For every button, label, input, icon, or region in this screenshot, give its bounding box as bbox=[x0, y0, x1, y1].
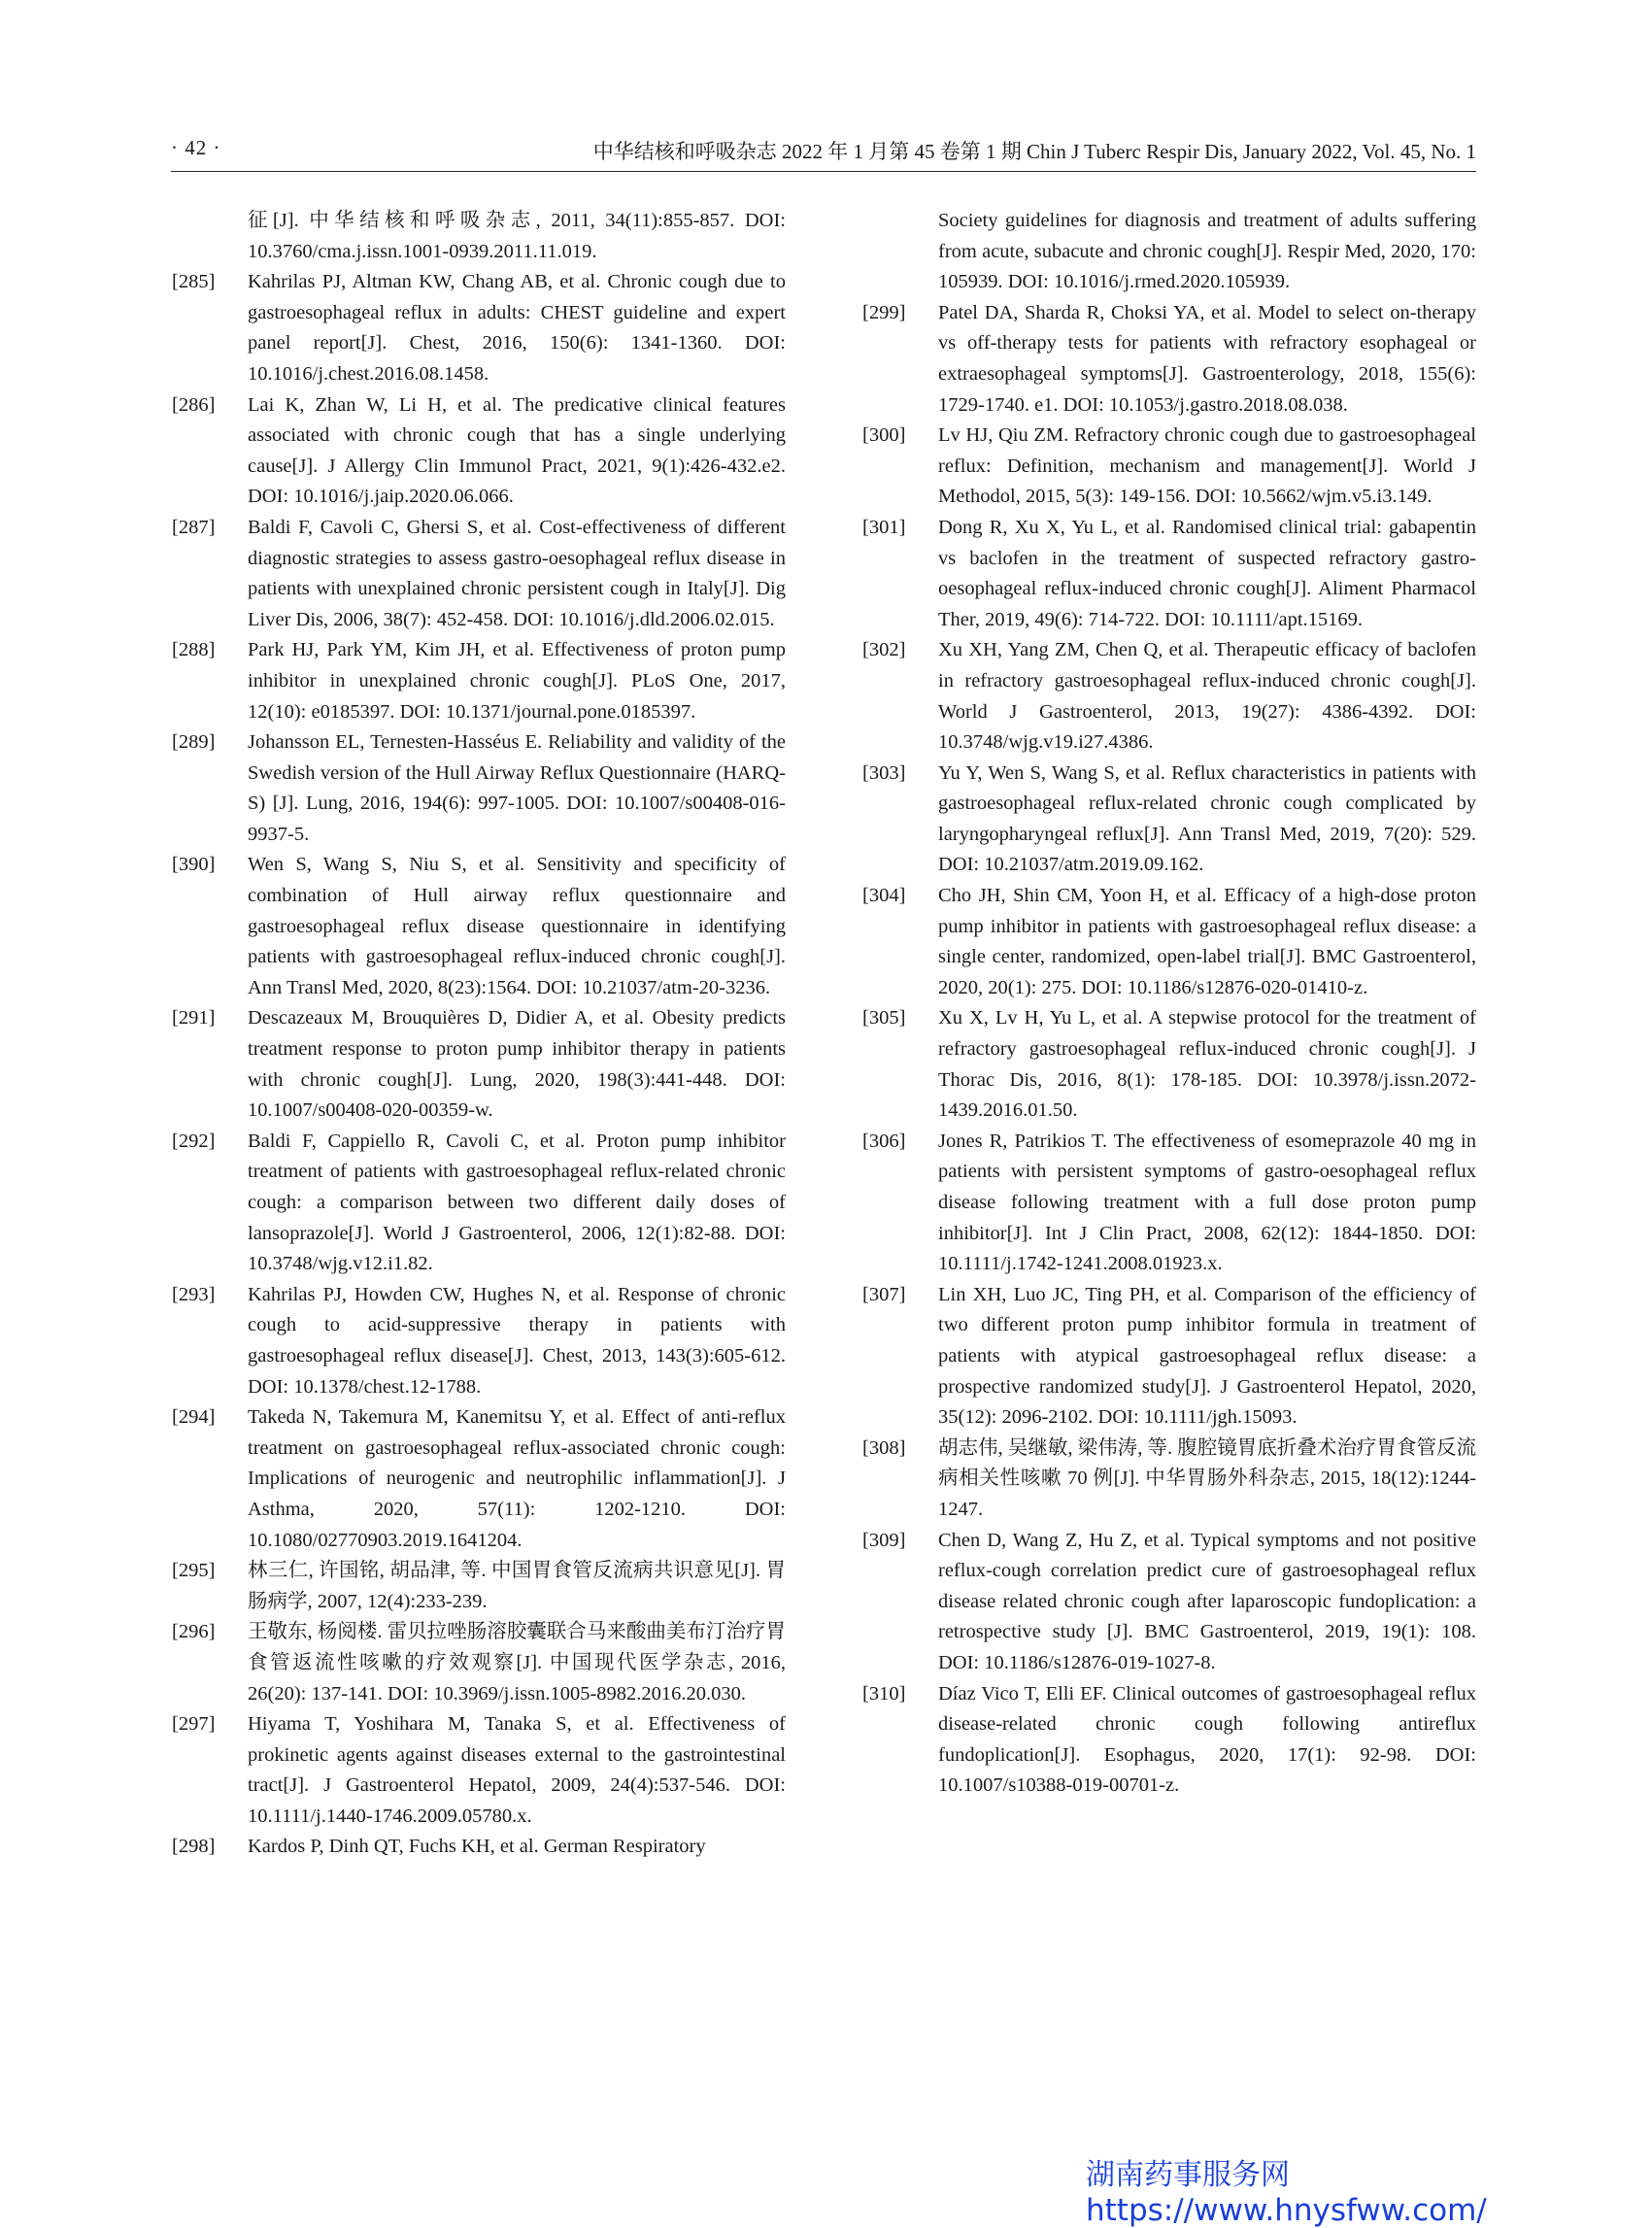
running-header bbox=[171, 132, 1476, 172]
reference-column-right bbox=[862, 206, 1476, 1802]
reference-number: [306] bbox=[862, 1130, 906, 1152]
reference-entry bbox=[862, 513, 1476, 635]
reference-number: [305] bbox=[862, 1007, 906, 1030]
reference-text: Lv HJ, Qiu ZM. Refractory chronic cough due to gastroesophageal reflux: Definition, mechanism and management[J]. World J Methodol, 2015, 5(3): 149-156. DOI: 10.5662/wjm.v5.i3.149. bbox=[938, 424, 1476, 508]
reference-text: Chen D, Wang Z, Hu Z, et al. Typical symptoms and not positive reflux-cough correlation predict cure of gastroesophageal reflux disease related chronic cough after laparoscopic fundoplication: a retrospective study [J]. BMC Gastroenterol, 2019, 19(1): 108. DOI: 10.1186/s12876-019-1027-8. bbox=[938, 1529, 1476, 1673]
reference-number: [285] bbox=[172, 271, 216, 293]
reference-continuation bbox=[172, 206, 786, 267]
reference-entry bbox=[862, 1280, 1476, 1434]
reference-text: 林三仁, 许国铭, 胡品津, 等. 中国胃食管反流病共识意见[J]. 胃肠病学, 2007, 12(4):233-239. bbox=[248, 1560, 786, 1612]
reference-entry bbox=[172, 1402, 786, 1556]
reference-entry bbox=[172, 1832, 786, 1863]
reference-entry bbox=[172, 513, 786, 635]
reference-number: [308] bbox=[862, 1436, 906, 1459]
watermark-name: 湖南药事服务网 bbox=[1086, 2158, 1290, 2192]
reference-text: Johansson EL, Ternesten-Hasséus E. Reliability and validity of the Swedish version of the Hull Airway Reflux Questionnaire (HARQ-S) [J]. Lung, 2016, 194(6): 997-1005. DOI: 10.1007/s00408-016-9937-5. bbox=[248, 731, 786, 845]
reference-text: Takeda N, Takemura M, Kanemitsu Y, et al. Effect of anti-reflux treatment on gastroesophageal reflux-associated chronic cough: Implications of neurogenic and neutrophilic inflammation[J]. J Asthma, 2020, 57(11): 1202-1210. DOI: 10.1080/02770903.2019.1641204. bbox=[248, 1406, 786, 1551]
reference-entry bbox=[172, 1709, 786, 1832]
watermark bbox=[1086, 2158, 1487, 2228]
reference-column-left bbox=[172, 206, 786, 1863]
reference-text: Kardos P, Dinh QT, Fuchs KH, et al. German Respiratory bbox=[248, 1836, 706, 1858]
reference-text: Hiyama T, Yoshihara M, Tanaka S, et al. Effectiveness of prokinetic agents against diseases external to the gastrointestinal tract[J]. J Gastroenterol Hepatol, 2009, 24(4):537-546. DOI: 10.1111/j.1440-1746.2009.05780.x. bbox=[248, 1713, 786, 1827]
reference-text: 征[J]. 中华结核和呼吸杂志, 2011, 34(11):855-857. DOI: 10.3760/cma.j.issn.1001-0939.2011.11.019. bbox=[248, 210, 786, 262]
reference-text: Society guidelines for diagnosis and treatment of adults suffering from acute, subacute and chronic cough[J]. Respir Med, 2020, 170: 105939. DOI: 10.1016/j.rmed.2020.105939. bbox=[938, 210, 1476, 293]
reference-text: Lin XH, Luo JC, Ting PH, et al. Comparison of the efficiency of two different proton pump inhibitor formula in treatment of patients with atypical gastroesophageal reflux disease: a prospective randomized study[J]. J Gastroenterol Hepatol, 2020, 35(12): 2096-2102. DOI: 10.1111/jgh.15093. bbox=[938, 1283, 1476, 1429]
reference-entry bbox=[172, 635, 786, 727]
reference-number: [287] bbox=[172, 516, 216, 538]
reference-entry bbox=[862, 421, 1476, 513]
reference-text: Descazeaux M, Brouquières D, Didier A, et al. Obesity predicts treatment response to proton pump inhibitor therapy in patients with chronic cough[J]. Lung, 2020, 198(3):441-448. DOI: 10.1007/s00408-020-00359-w. bbox=[248, 1007, 786, 1122]
reference-entry bbox=[172, 1280, 786, 1402]
reference-number: [291] bbox=[172, 1007, 216, 1030]
reference-text: Kahrilas PJ, Altman KW, Chang AB, et al. Chronic cough due to gastroesophageal reflux in adults: CHEST guideline and expert panel report[J]. Chest, 2016, 150(6): 1341-1360. DOI: 10.1016/j.chest.2016.08.1458. bbox=[248, 271, 786, 385]
reference-entry bbox=[862, 1679, 1476, 1802]
reference-entry bbox=[862, 881, 1476, 1003]
reference-entry bbox=[862, 759, 1476, 881]
reference-number: [295] bbox=[172, 1560, 216, 1582]
reference-entry bbox=[172, 1127, 786, 1280]
reference-text: Dong R, Xu X, Yu L, et al. Randomised clinical trial: gabapentin vs baclofen in the treatment of suspected refractory gastro-oesophageal reflux-induced chronic cough[J]. Aliment Pharmacol Ther, 2019, 49(6): 714-722. DOI: 10.1111/apt.15169. bbox=[938, 516, 1476, 630]
reference-text: Díaz Vico T, Elli EF. Clinical outcomes of gastroesophageal reflux disease-related chronic cough following antireflux fundoplication[J]. Esophagus, 2020, 17(1): 92-98. DOI: 10.1007/s10388-019-00701-z. bbox=[938, 1682, 1476, 1797]
reference-number: [296] bbox=[172, 1621, 216, 1643]
reference-text: Jones R, Patrikios T. The effectiveness of esomeprazole 40 mg in patients with persistent symptoms of gastro-oesophageal reflux disease following treatment with a full dose proton pump inhibitor[J]. Int J Clin Pract, 2008, 62(12): 1844-1850. DOI: 10.1111/j.1742-1241.2008.01923.x. bbox=[938, 1130, 1476, 1275]
reference-entry bbox=[862, 1434, 1476, 1526]
reference-text: Yu Y, Wen S, Wang S, et al. Reflux characteristics in patients with gastroesophageal reflux-related chronic cough complicated by laryngopharyngeal reflux[J]. Ann Transl Med, 2019, 7(20): 529. DOI: 10.21037/atm.2019.09.162. bbox=[938, 761, 1476, 876]
reference-number: [309] bbox=[862, 1529, 906, 1551]
reference-text: Cho JH, Shin CM, Yoon H, et al. Efficacy of a high-dose proton pump inhibitor in patients with gastroesophageal reflux disease: a single center, randomized, open-label trial[J]. BMC Gastroenterol, 2020, 20(1): 275. DOI: 10.1186/s12876-020-01410-z. bbox=[938, 885, 1476, 998]
reference-number: [390] bbox=[172, 854, 216, 876]
reference-text: Baldi F, Cavoli C, Ghersi S, et al. Cost-effectiveness of different diagnostic strategies to assess gastro-oesophageal reflux disease in patients with unexplained chronic persistent cough in Italy[J]. Dig Liver Dis, 2006, 38(7): 452-458. DOI: 10.1016/j.dld.2006.02.015. bbox=[248, 516, 786, 630]
reference-text: Wen S, Wang S, Niu S, et al. Sensitivity and specificity of combination of Hull airway reflux questionnaire and gastroesophageal reflux disease questionnaire in identifying patients with gastroesophageal reflux-induced chronic cough[J]. Ann Transl Med, 2020, 8(23):1564. DOI: 10.21037/atm-20-3236. bbox=[248, 854, 786, 998]
reference-number: [300] bbox=[862, 424, 906, 447]
reference-text: Baldi F, Cappiello R, Cavoli C, et al. Proton pump inhibitor treatment of patients with gastroesophageal reflux-related chronic cough: a comparison between two different daily doses of lansoprazole[J]. World J Gastroenterol, 2006, 12(1):82-88. DOI: 10.3748/wjg.v12.i1.82. bbox=[248, 1130, 786, 1275]
reference-number: [294] bbox=[172, 1406, 216, 1429]
reference-entry bbox=[862, 635, 1476, 758]
reference-entry bbox=[172, 727, 786, 850]
reference-entry bbox=[172, 1003, 786, 1126]
reference-text: Xu XH, Yang ZM, Chen Q, et al. Therapeutic efficacy of baclofen in refractory gastroesophageal reflux-induced chronic cough[J]. World J Gastroenterol, 2013, 19(27): 4386-4392. DOI: 10.3748/wjg.v19.i27.4386. bbox=[938, 639, 1476, 754]
reference-number: [289] bbox=[172, 731, 216, 754]
reference-text: Lai K, Zhan W, Li H, et al. The predicative clinical features associated with chronic cough that has a single underlying cause[J]. J Allergy Clin Immunol Pract, 2021, 9(1):426-432.e2. DOI: 10.1016/j.jaip.2020.06.066. bbox=[248, 393, 786, 508]
reference-text: Kahrilas PJ, Howden CW, Hughes N, et al. Response of chronic cough to acid-suppressive therapy in patients with gastroesophageal reflux disease[J]. Chest, 2013, 143(3):605-612. DOI: 10.1378/chest.12-1788. bbox=[248, 1283, 786, 1398]
reference-entry bbox=[172, 390, 786, 513]
reference-number: [303] bbox=[862, 761, 906, 784]
reference-number: [310] bbox=[862, 1682, 906, 1705]
reference-entry bbox=[172, 267, 786, 389]
reference-number: [292] bbox=[172, 1130, 216, 1152]
reference-number: [307] bbox=[862, 1283, 906, 1305]
reference-number: [298] bbox=[172, 1836, 216, 1858]
reference-number: [299] bbox=[862, 301, 906, 323]
reference-text: 王敬东, 杨阅楼. 雷贝拉唑肠溶胶囊联合马来酸曲美布汀治疗胃食管返流性咳嗽的疗效观察[J]. 中国现代医学杂志, 2016, 26(20): 137-141. DOI: 10.3969/j.issn.1005-8982.2016.20.030. bbox=[248, 1621, 786, 1705]
journal-citation: 中华结核和呼吸杂志 2022 年 1 月第 45 卷第 1 期 Chin J Tuberc Respir Dis, January 2022, Vol. 45, No. 1 bbox=[592, 140, 1476, 163]
reference-entry bbox=[862, 1526, 1476, 1679]
reference-text: Park HJ, Park YM, Kim JH, et al. Effectiveness of proton pump inhibitor in unexplained chronic cough[J]. PLoS One, 2017, 12(10): e0185397. DOI: 10.1371/journal.pone.0185397. bbox=[248, 639, 786, 723]
reference-entry bbox=[172, 850, 786, 1003]
page-number: · 42 · bbox=[171, 136, 221, 159]
reference-entry bbox=[862, 298, 1476, 421]
reference-entry bbox=[172, 1617, 786, 1709]
reference-text: Xu X, Lv H, Yu L, et al. A stepwise protocol for the treatment of refractory gastroesophageal reflux-induced chronic cough[J]. J Thorac Dis, 2016, 8(1): 178-185. DOI: 10.3978/j.issn.2072-1439.2016.01.50. bbox=[938, 1007, 1476, 1122]
reference-number: [302] bbox=[862, 639, 906, 661]
reference-text: Patel DA, Sharda R, Choksi YA, et al. Model to select on-therapy vs off-therapy tests for patients with refractory esophageal or extraesophageal symptoms[J]. Gastroenterology, 2018, 155(6): 1729-1740. e1. DOI: 10.1053/j.gastro.2018.08.038. bbox=[938, 301, 1476, 416]
reference-number: [293] bbox=[172, 1283, 216, 1305]
reference-continuation bbox=[862, 206, 1476, 298]
reference-entry bbox=[862, 1003, 1476, 1126]
reference-text: 胡志伟, 吴继敏, 梁伟涛, 等. 腹腔镜胃底折叠术治疗胃食管反流病相关性咳嗽 70 例[J]. 中华胃肠外科杂志, 2015, 18(12):1244-1247. bbox=[938, 1436, 1476, 1520]
reference-entry bbox=[172, 1556, 786, 1617]
reference-number: [301] bbox=[862, 516, 906, 538]
reference-number: [297] bbox=[172, 1713, 216, 1736]
reference-number: [304] bbox=[862, 885, 906, 907]
reference-number: [286] bbox=[172, 393, 216, 416]
watermark-url: https://www.hnysfww.com/ bbox=[1086, 2193, 1487, 2228]
reference-entry bbox=[862, 1127, 1476, 1280]
reference-number: [288] bbox=[172, 639, 216, 661]
